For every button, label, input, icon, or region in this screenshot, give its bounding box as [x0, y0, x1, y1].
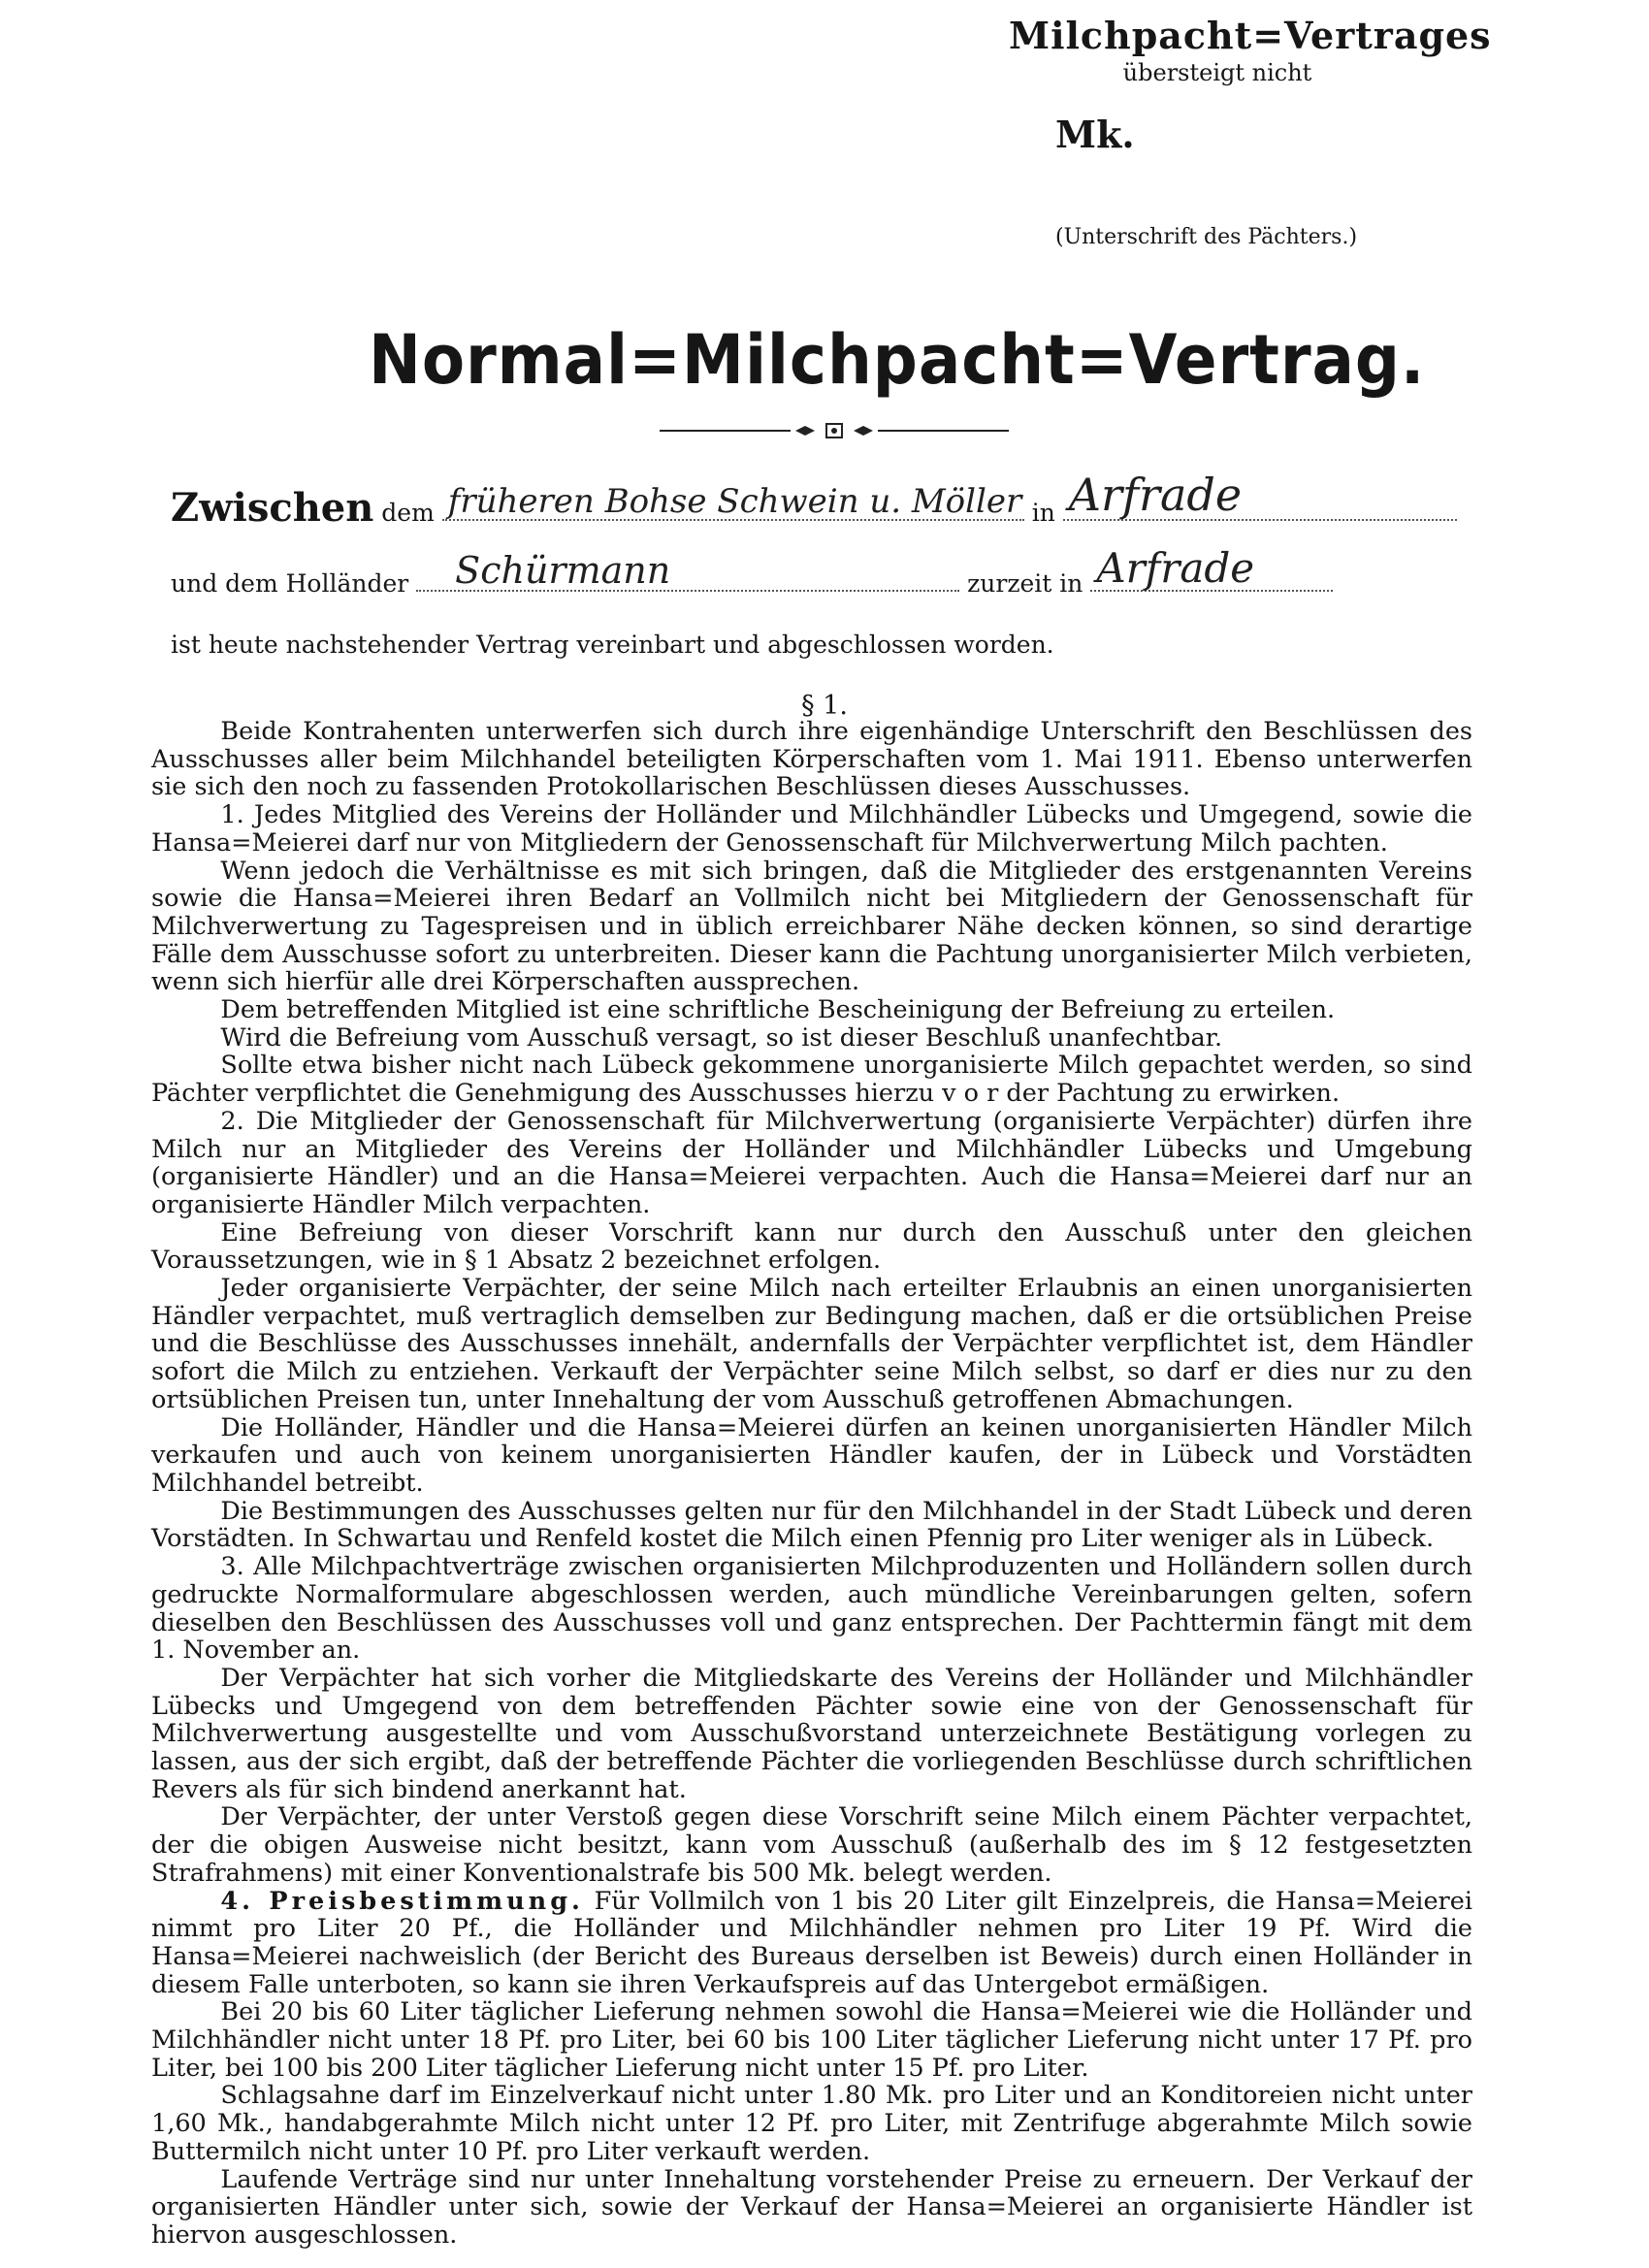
- place1-field: [1063, 469, 1457, 521]
- ornament-divider-icon: [660, 421, 1009, 440]
- place1-handwritten: Arfrade: [1068, 469, 1243, 521]
- paragraph: Bei 20 bis 60 Liter täglicher Lieferung nehmen sowohl die Hansa=Meierei wie die Holländer und Milchhändler nicht unter 18 Pf. pro Liter, bei 60 bis 100 Liter täglicher Lieferung nicht unter 17 Pf. pro Liter, bei 100 bis 200 Liter täglicher Lieferung nicht unter 15 Pf. pro Liter.: [151, 1997, 1472, 2083]
- place2-field: [1090, 544, 1333, 592]
- price-section-text: Für Vollmilch von 1 bis 20 Liter gilt Einzelpreis, die Hansa=Meierei nimmt pro Liter 20 Pf., die Holländer und Milchhändler nehmen pro Liter 19 Pf. Wird die Hansa=Meierei nachweislich (der Bericht des Bureaus derselben ist Beweis) durch einen Holländer in diesem Falle unterboten, so kann sie ihren Verkaufspreis auf das Untergebot ermäßigen.: [151, 1886, 1472, 1999]
- between-name-handwritten: früheren Bohse Schwein u. Möller: [447, 482, 1022, 521]
- hollaender-label: und dem Holländer: [171, 569, 409, 598]
- between-label: Zwischen: [171, 485, 374, 531]
- paragraph: Eine Befreiung von dieser Vorschrift kann nur durch den Ausschuß unter den gleichen Voraussetzungen, wie in § 1 Absatz 2 bezeichnet erfolgen.: [151, 1217, 1472, 1276]
- hollaender-name-field: [416, 549, 959, 592]
- paragraph: Wird die Befreiung vom Ausschuß versagt, so ist dieser Beschluß unanfechtbar.: [220, 1022, 1223, 1053]
- closing-line: ist heute nachstehender Vertrag vereinbart und abgeschlossen worden.: [171, 631, 1054, 659]
- price-paragraph: [151, 1888, 1472, 1999]
- between-line: [171, 469, 1457, 531]
- paragraph: Laufende Verträge sind nur unter Innehaltung vorstehender Preise zu erneuern. Der Verkauf der organisierten Händler unter sich, sowie der Verkauf der Hansa=Meierei an organisierte Händler ist hiervon ausgeschlossen.: [151, 2164, 1472, 2250]
- paragraph: 2. Die Mitglieder der Genossenschaft für Milchverwertung (organisierte Verpächter) dürfen ihre Milch nur an Mitglieder des Vereins der Holländer und Milchhändler Lübecks und Umgebung (organisierte Händler) und an die Hansa=Meierei verpachten. Auch die Hansa=Meierei darf nur an organisierte Händler Milch verpachten.: [151, 1106, 1472, 1219]
- paragraph: Beide Kontrahenten unterwerfen sich durch ihre eigenhändige Unterschrift den Beschlüssen des Ausschusses aller beim Milchhandel beteiligten Körperschaften vom 1. Mai 1911. Ebenso unterwerfen sie sich den noch zu fassenden Protokollarischen Beschlüssen dieses Ausschusses.: [151, 717, 1472, 802]
- in-label: in: [1031, 499, 1055, 527]
- between-prefix: dem: [381, 499, 435, 527]
- stamp-line-1: Milchpacht=Vertrages: [1009, 14, 1492, 57]
- document-title: Normal=Milchpacht=Vertrag.: [369, 320, 1426, 400]
- stamp-block: [1009, 14, 1492, 156]
- paragraph: Dem betreffenden Mitglied ist eine schriftliche Bescheinigung der Befreiung zu erteilen.: [220, 995, 1336, 1025]
- paragraph: 3. Alle Milchpachtverträge zwischen organisierten Milchproduzenten und Holländern sollen durch gedruckte Normalformulare abgeschlossen werden, auch mündliche Vereinbarungen gelten, sofern dieselben den Beschlüssen des Ausschusses voll und ganz entsprechen. Der Pachttermin fängt mit dem 1. November an.: [151, 1552, 1472, 1666]
- paragraph: Der Verpächter, der unter Verstoß gegen diese Vorschrift seine Milch einem Pächter verpachtet, der die obigen Ausweise nicht besitzt, kann vom Ausschuß (außerhalb des im § 12 festgesetzten Strafrahmens) mit einer Konventionalstrafe bis 500 Mk. belegt werden.: [151, 1802, 1472, 1888]
- stamp-line-2: übersteigt nicht: [1122, 59, 1312, 86]
- price-section-label: 4. Preisbestimmung.: [220, 1886, 584, 1916]
- place2-handwritten: Arfrade: [1096, 544, 1255, 592]
- paragraph: Der Verpächter hat sich vorher die Mitgliedskarte des Vereins der Holländer und Milchhändler Lübecks und Umgegend von dem betreffenden Pächter sowie eine von der Genossenschaft für Milchverwertung ausgestellte und vom Ausschußvorstand unterzeichnete Bestätigung vorlegen zu lassen, aus der sich ergibt, daß der betreffende Pächter die vorliegenden Beschlüsse durch schriftlichen Revers als für sich bindend anerkannt hat.: [151, 1663, 1472, 1804]
- between-name-field: [442, 482, 1024, 521]
- paragraph: 1. Jedes Mitglied des Vereins der Holländer und Milchhändler Lübecks und Umgegend, sowie die Hansa=Meierei darf nur von Mitgliedern der Genossenschaft für Milchverwertung Milch pachten.: [151, 800, 1472, 858]
- body-text: [151, 718, 1472, 2250]
- paragraph: Wenn jedoch die Verhältnisse es mit sich bringen, daß die Mitglieder des erstgenannten Vereins sowie die Hansa=Meierei ihren Bedarf an Vollmilch nicht bei Mitgliedern der Genossenschaft für Milchverwertung zu Tagespreisen und in üblich erreichbarer Nähe decken können, so sind derartige Fälle dem Ausschusse sofort zu unterbreiten. Dieser kann die Pachtung unorganisierter Milch verbieten, wenn sich hierfür alle drei Körperschaften aussprechen.: [151, 856, 1472, 997]
- paragraph: Sollte etwa bisher nicht nach Lübeck gekommene unorganisierte Milch gepachtet werden, so sind Pächter verpflichtet die Genehmigung des Ausschusses hierzu v o r der Pachtung zu erwirken.: [151, 1051, 1472, 1109]
- hollaender-line: [171, 544, 1333, 598]
- paragraph: Jeder organisierte Verpächter, der seine Milch nach erteilter Erlaubnis an einen unorganisierten Händler verpachtet, muß vertraglich demselben zur Bedingung machen, daß er die ortsüblichen Preise und die Beschlüsse des Ausschusses innehält, andernfalls der Verpächter verpflichtet ist, dem Händler sofort die Milch zu entziehen. Verkauft der Verpächter seine Milch selbst, so darf er dies nur zu den ortsüblichen Preisen tun, unter Innehaltung der vom Ausschuß getroffenen Abmachungen.: [151, 1274, 1472, 1414]
- section-heading: § 1.: [801, 691, 848, 721]
- paragraph: Die Holländer, Händler und die Hansa=Meierei dürfen an keinen unorganisierten Händler Milch verkaufen und auch von keinem unorganisierten Händler kaufen, der in Lübeck und Vorstädten Milchhandel betreibt.: [151, 1412, 1472, 1498]
- hollaender-name-handwritten: Schürmann: [455, 549, 671, 592]
- stamp-line-3: Mk.: [1055, 113, 1135, 156]
- currently-label: zurzeit in: [967, 569, 1083, 598]
- paragraph: Schlagsahne darf im Einzelverkauf nicht unter 1.80 Mk. pro Liter und an Konditoreien nicht unter 1,60 Mk., handabgerahmte Milch nicht unter 12 Pf. pro Liter, mit Zentrifuge abgerahmte Milch sowie Buttermilch nicht unter 10 Pf. pro Liter verkauft werden.: [151, 2081, 1472, 2166]
- signature-caption: (Unterschrift des Pächters.): [1055, 225, 1358, 249]
- paragraph: Die Bestimmungen des Ausschusses gelten nur für den Milchhandel in der Stadt Lübeck und deren Vorstädten. In Schwartau und Renfeld kostet die Milch einen Pfennig pro Liter weniger als in Lübeck.: [151, 1496, 1472, 1554]
